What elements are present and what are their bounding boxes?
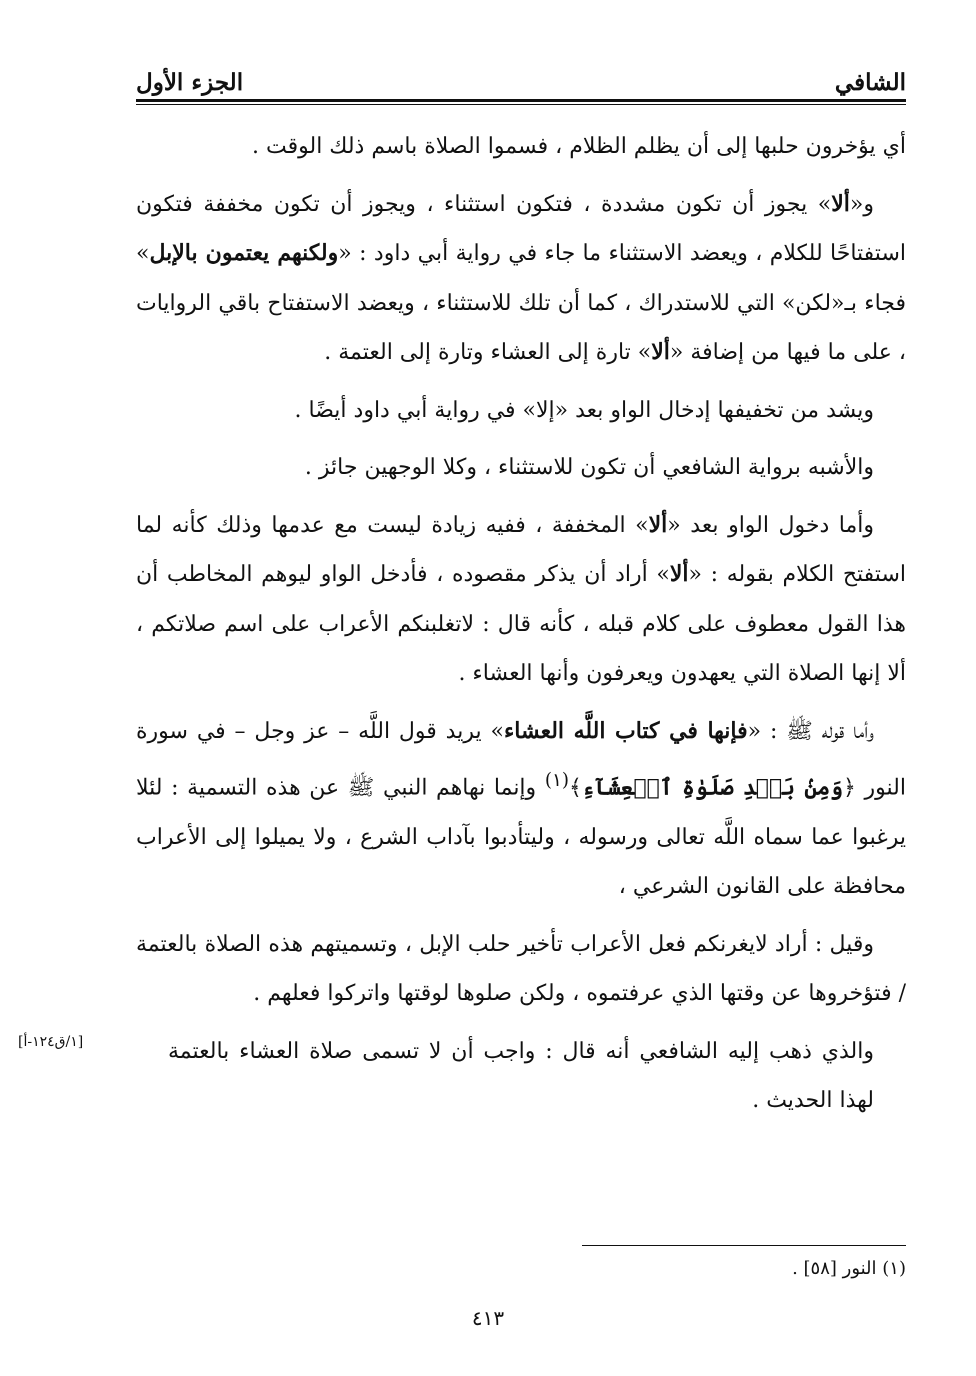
bold-quote: ولكنهم يعتمون بالإبل bbox=[149, 240, 339, 266]
paragraph-2 bbox=[136, 180, 906, 378]
paragraph-6 bbox=[136, 707, 906, 912]
bold-term: ألا bbox=[831, 190, 850, 217]
page-number: ٤١٣ bbox=[471, 1306, 505, 1330]
header-rule-thick bbox=[136, 99, 906, 102]
volume-label: الجزء الأول bbox=[136, 69, 244, 96]
text-run: وإنما نهاهم النبي ﷺ عن هذه التسمية : لئلا يرغبوا عما سماه اللَّه تعالى ورسوله ، وليتأدبوا بآداب الشرع ، ولا يميلوا إلى الأعراب محافظة على القانون الشرعي ، bbox=[136, 775, 906, 900]
main-text bbox=[136, 122, 906, 1134]
text-run: وأما دخول الواو بعد « bbox=[667, 512, 874, 538]
paragraph-3: ويشد من تخفيفها إدخال الواو بعد «إلا» في رواية أبي داود أيضًا . bbox=[294, 397, 874, 423]
manuscript-margin-note: [١/ق١٢٤-أ] bbox=[18, 1034, 84, 1050]
footnote-rule bbox=[582, 1245, 906, 1246]
text-run: » يريد قول اللَّه – عز وجل – في سورة النور ﴿ bbox=[136, 718, 906, 801]
text-run: » يجوز أن تكون مشددة ، فتكون استثناء ، ويجوز أن تكون مخففة فتكون استفتاحًا للكلام ، ويعضد الاستثناء ما جاء في رواية أبي داود : « bbox=[136, 191, 906, 266]
bold-term: ألا bbox=[651, 339, 670, 365]
paragraph-1: أي يؤخرون حلبها إلى أن يظلم الظلام ، فسموا الصلاة باسم ذلك الوقت . bbox=[252, 134, 906, 159]
paragraph-4: والأشبه برواية الشافعي أن تكون للاستثناء ، وكلا الوجهين جائز . bbox=[304, 455, 874, 480]
header-rule-thin bbox=[136, 104, 906, 105]
book-title: الشافي bbox=[834, 69, 906, 96]
text-run: ﴾ bbox=[568, 775, 582, 801]
paragraph-8: والذي ذهب إليه الشافعي أنه قال : واجب أن لا تسمى صلاة العشاء بالعتمة لهذا الحديث . bbox=[168, 1038, 874, 1114]
running-header bbox=[136, 58, 906, 96]
footnote-ref[interactable]: (١) bbox=[544, 770, 569, 791]
bold-term: ألا bbox=[648, 511, 668, 538]
text-run: وأما قوله ﷺ : « bbox=[747, 718, 874, 744]
text-run: و« bbox=[849, 191, 874, 217]
bold-quote: فإنها في كتاب اللَّه العشاء bbox=[503, 717, 748, 744]
text-run: » تارة إلى العشاء وتارة إلى العتمة . bbox=[324, 340, 652, 365]
bold-term: ألا bbox=[669, 561, 689, 587]
quran-verse: وَمِنۢ بَعۡدِ صَلَوٰةِ ٱلۡعِشَآءِ bbox=[581, 774, 844, 801]
text-run: » فجاء بـ«لكن» التي للاستدراك ، كما أن تلك للاستثناء ، ويعضد الاستفتاح باقي الروايات ، على ما فيها من إضافة « bbox=[136, 241, 906, 365]
text-run: » المخففة ، ففيه زيادة ليست مع عدمها وذلك كأنه لما استفتح الكلام بقوله : « bbox=[136, 512, 906, 587]
paragraph-5 bbox=[136, 501, 906, 699]
text-run: » أراد أن يذكر مقصوده ، فأدخل الواو ليوهم المخاطب أن هذا القول معطوف على كلام قبله ، كأنه قال : لاتغلبنكم الأعراب على اسم صلاتكم ، ألا إنها الصلاة التي يعهدون ويعرفون وأنها العشاء . bbox=[136, 562, 906, 686]
footnote: (١) النور [٥٨] . bbox=[792, 1258, 906, 1279]
paragraph-7: وقيل : أراد لايغرنكم فعل الأعراب تأخير حلب الإبل ، وتسميتهم هذه الصلاة بالعتمة / فتؤخروها عن وقتها الذي عرفتموه ، ولكن صلوها لوقتها واتركوا فعلهم . bbox=[136, 931, 906, 1007]
